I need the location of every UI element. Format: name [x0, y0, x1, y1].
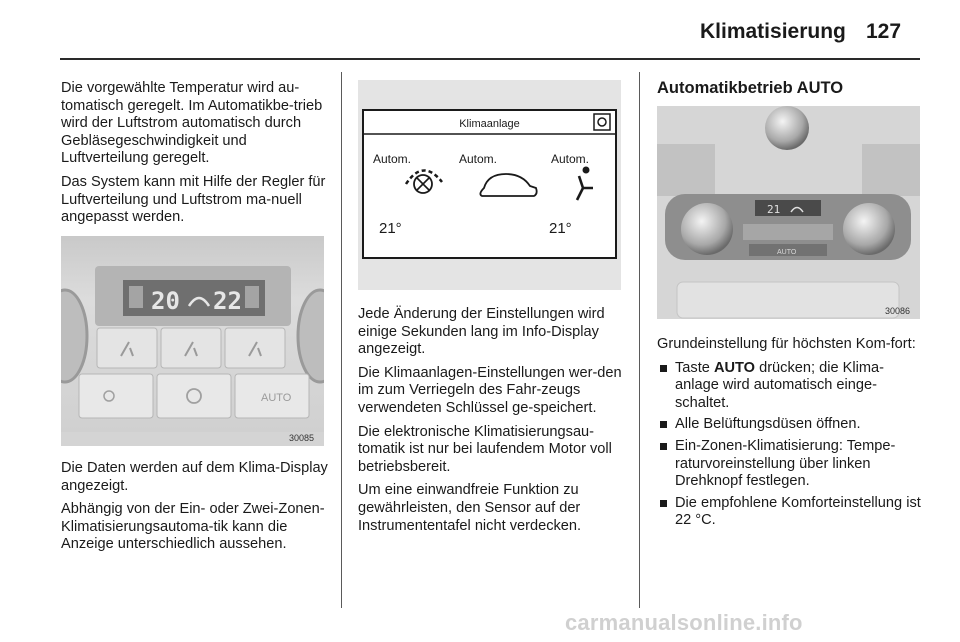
info-display-figure — [358, 80, 621, 290]
column-divider-right — [639, 72, 640, 608]
svg-text:22: 22 — [213, 287, 242, 315]
image-code: 30085 — [289, 433, 315, 443]
mode-label-seat: Autom. — [551, 152, 590, 166]
paragraph: Jede Änderung der Einstellungen wird einige Sekunden lang im Info-Display angezeigt. — [358, 306, 605, 358]
list-item: Taste AUTO drücken; die Klima-anlage wird automatisch einge-schaltet. — [657, 360, 925, 413]
column-divider-left — [341, 72, 342, 608]
auto-button-label: AUTO — [261, 392, 292, 404]
climate-panel-photo — [61, 236, 324, 446]
auto-mode-photo — [657, 106, 920, 319]
list-item: Alle Belüftungsdüsen öffnen. — [657, 416, 925, 434]
paragraph: Die Daten werden auf dem Klima-Display angezeigt. — [61, 460, 328, 494]
list-item: Die empfohlene Komforteinstellung ist 22 °C. — [657, 495, 925, 530]
mode-label-distribution: Autom. — [459, 152, 498, 166]
temperature-right: 21° — [549, 220, 572, 237]
auto-key-label: AUTO — [713, 359, 756, 376]
auto-mode-illustration — [657, 106, 920, 319]
paragraph: Die vorgewählte Temperatur wird au-tomatisch geregelt. Im Automatikbe-trieb wird der Luftstrom automatisch durch Gebläsegeschwindigkeit und Luftverteilung geregelt. — [61, 80, 323, 167]
column-3-lower — [657, 336, 925, 534]
column-2 — [358, 306, 626, 541]
display-title: Klimaanlage — [459, 118, 520, 130]
svg-text:AUTO: AUTO — [777, 249, 797, 256]
svg-text:21: 21 — [767, 203, 781, 216]
chapter-title: Klimatisierung — [700, 20, 846, 43]
paragraph: Das System kann mit Hilfe der Regler für Luftverteilung und Luftstrom ma-nuell angepasst werden. — [61, 173, 326, 226]
watermark[interactable]: carmanualsonline.info — [565, 610, 803, 635]
section-heading: Automatikbetrieb AUTO — [657, 79, 844, 97]
paragraph: Um eine einwandfreie Funktion zu gewährleisten, den Sensor auf der Instrumententafel nicht verdecken. — [358, 482, 582, 534]
image-code: 30086 — [885, 306, 911, 316]
paragraph: Abhängig von der Ein- oder Zwei-Zonen-Klimatisierungsautoma-tik kann die Anzeige unterschiedlich aussehen. — [61, 501, 325, 553]
list-item: Ein-Zonen-Klimatisierung: Tempe-raturvoreinstellung über linken Drehknopf festlegen. — [657, 438, 925, 491]
paragraph: Die elektronische Klimatisierungsau-tomatik ist nur bei laufendem Motor voll betriebsbereit. — [358, 423, 612, 475]
info-display-illustration — [358, 80, 621, 290]
display-text: 20 — [151, 287, 180, 315]
column-1-lower — [61, 460, 329, 560]
paragraph: Grundeinstellung für höchsten Kom-fort: — [657, 336, 916, 352]
header-rule — [60, 58, 920, 60]
column-1 — [61, 80, 329, 233]
paragraph: Die Klimaanlagen-Einstellungen wer-den im zum Verriegeln des Fahr-zeugs verwendeten Schlüssel ge-speichert. — [358, 364, 622, 416]
temperature-left: 21° — [379, 220, 402, 237]
page-number: 127 — [866, 20, 902, 43]
climate-panel-illustration — [61, 236, 324, 446]
mode-label-fan: Autom. — [373, 152, 412, 166]
